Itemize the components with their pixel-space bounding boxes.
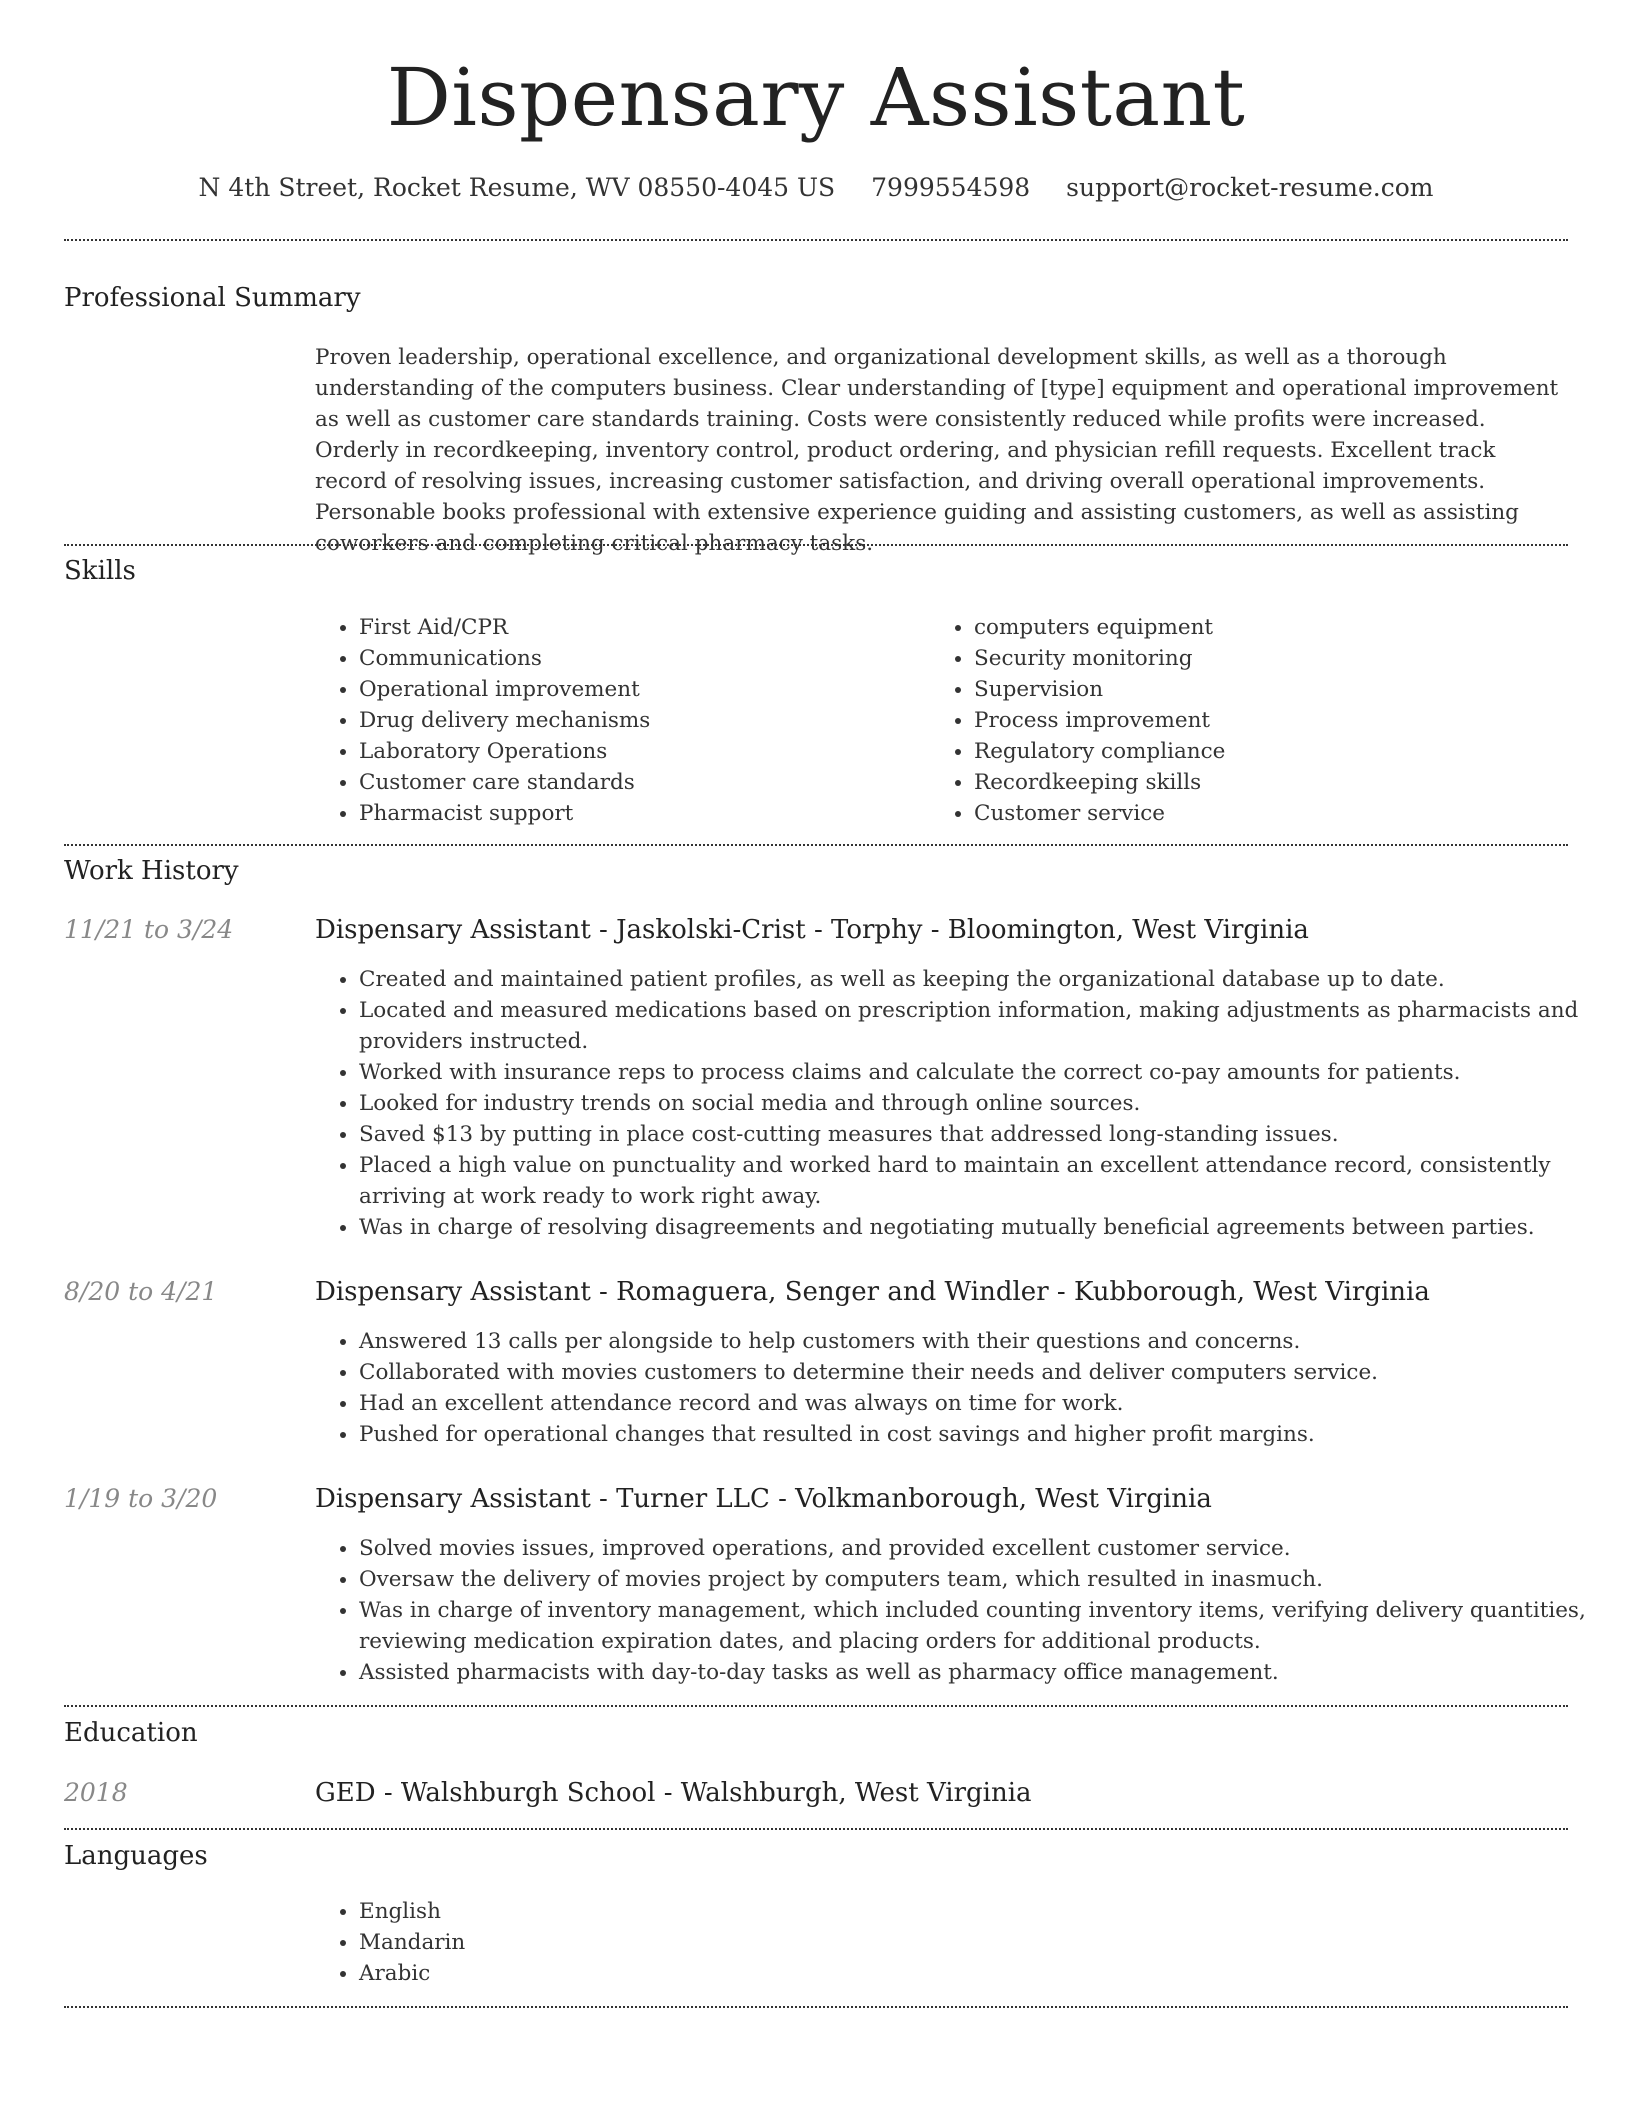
job-bullets	[315, 1533, 1604, 1688]
skill-item: • Pharmacist support	[359, 798, 919, 829]
job-bullet: • Looked for industry trends on social media and through online sources.	[359, 1088, 1604, 1119]
job-bullets	[315, 1326, 1604, 1450]
language-item: • English	[359, 1896, 959, 1927]
skill-item: • Operational improvement	[359, 674, 919, 705]
job-bullet: • Answered 13 calls per alongside to help customers with their questions and concerns.	[359, 1326, 1604, 1357]
resume-name: Dispensary Assistant	[386, 51, 1246, 144]
job-bullet: • Pushed for operational changes that resulted in cost savings and higher profit margins.	[359, 1419, 1604, 1450]
skill-item: • Laboratory Operations	[359, 736, 919, 767]
job-title: Dispensary Assistant - Turner LLC - Volkmanborough, West Virginia	[315, 1484, 1212, 1514]
skills-heading: Skills	[64, 556, 136, 586]
divider	[64, 2006, 1568, 2008]
job-date: 11/21 to 3/24	[64, 915, 234, 944]
contact-email: support@rocket-resume.com	[1066, 173, 1434, 202]
skill-item: • Regulatory compliance	[974, 736, 1574, 767]
skill-item: • Customer care standards	[359, 767, 919, 798]
skill-item: • Process improvement	[974, 705, 1574, 736]
language-item: • Mandarin	[359, 1927, 959, 1958]
education-heading: Education	[64, 1718, 198, 1748]
job-bullet: • Oversaw the delivery of movies project by computers team, which resulted in inasmuch.	[359, 1564, 1604, 1595]
job-bullet: • Worked with insurance reps to process claims and calculate the correct co-pay amounts for patients.	[359, 1057, 1604, 1088]
job-bullet: • Placed a high value on punctuality and worked hard to maintain an excellent attendance record, consistently arriving at work ready to work right away.	[359, 1150, 1604, 1212]
divider	[64, 239, 1568, 241]
languages-list	[315, 1896, 959, 1989]
skill-item: • Recordkeeping skills	[974, 767, 1574, 798]
job-bullet: • Was in charge of inventory management, which included counting inventory items, verifying delivery quantities, reviewing medication expiration dates, and placing orders for additional products.	[359, 1595, 1604, 1657]
job-bullet: • Located and measured medications based on prescription information, making adjustments as pharmacists and providers instructed.	[359, 995, 1604, 1057]
education-entry: GED - Walshburgh School - Walshburgh, West Virginia	[315, 1778, 1032, 1808]
skill-item: • Communications	[359, 643, 919, 674]
contact-address: N 4th Street, Rocket Resume, WV 08550-4045 US	[198, 173, 836, 202]
job-title: Dispensary Assistant - Romaguera, Senger and Windler - Kubborough, West Virginia	[315, 1277, 1430, 1307]
job-bullet: • Created and maintained patient profiles, as well as keeping the organizational database up to date.	[359, 964, 1604, 995]
education-date: 2018	[64, 1778, 128, 1807]
skill-item: • Security monitoring	[974, 643, 1574, 674]
contact-line	[0, 170, 1632, 206]
skills-list-left	[315, 612, 919, 829]
language-item: • Arabic	[359, 1958, 959, 1989]
skills-list-right	[930, 612, 1574, 829]
job-bullets	[315, 964, 1604, 1243]
job-bullet: • Solved movies issues, improved operations, and provided excellent customer service.	[359, 1533, 1604, 1564]
skill-item: • Customer service	[974, 798, 1574, 829]
skill-item: • Drug delivery mechanisms	[359, 705, 919, 736]
job-bullet: • Saved $13 by putting in place cost-cutting measures that addressed long-standing issues.	[359, 1119, 1604, 1150]
divider	[64, 544, 1568, 546]
divider	[64, 844, 1568, 846]
job-bullet: • Assisted pharmacists with day-to-day tasks as well as pharmacy office management.	[359, 1657, 1604, 1688]
job-bullet: • Had an excellent attendance record and was always on time for work.	[359, 1388, 1604, 1419]
summary-text: Proven leadership, operational excellence, and organizational development skills, as well as a thorough understanding of the computers business. Clear understanding of [type] equipment and operational improvement as well as customer care standards training. Costs were consistently reduced while profits were increased. Orderly in recordkeeping, inventory control, product ordering, and physician refill requests. Excellent track record of resolving issues, increasing customer satisfaction, and driving overall operational improvements. Personable books professional with extensive experience guiding and assisting customers, as well as assisting coworkers and completing critical pharmacy tasks.	[315, 345, 1559, 556]
job-bullet: • Was in charge of resolving disagreements and negotiating mutually beneficial agreements between parties.	[359, 1212, 1604, 1243]
skill-item: • First Aid/CPR	[359, 612, 919, 643]
summary-heading: Professional Summary	[64, 283, 361, 313]
divider	[64, 1705, 1568, 1707]
languages-heading: Languages	[64, 1841, 208, 1871]
work-heading: Work History	[64, 856, 239, 886]
job-bullet: • Collaborated with movies customers to determine their needs and deliver computers service.	[359, 1357, 1604, 1388]
job-date: 1/19 to 3/20	[64, 1484, 218, 1513]
skill-item: • computers equipment	[974, 612, 1574, 643]
divider	[64, 1828, 1568, 1830]
job-date: 8/20 to 4/21	[64, 1277, 218, 1306]
contact-phone: 7999554598	[871, 173, 1031, 202]
job-title: Dispensary Assistant - Jaskolski-Crist - Torphy - Bloomington, West Virginia	[315, 915, 1309, 945]
skill-item: • Supervision	[974, 674, 1574, 705]
